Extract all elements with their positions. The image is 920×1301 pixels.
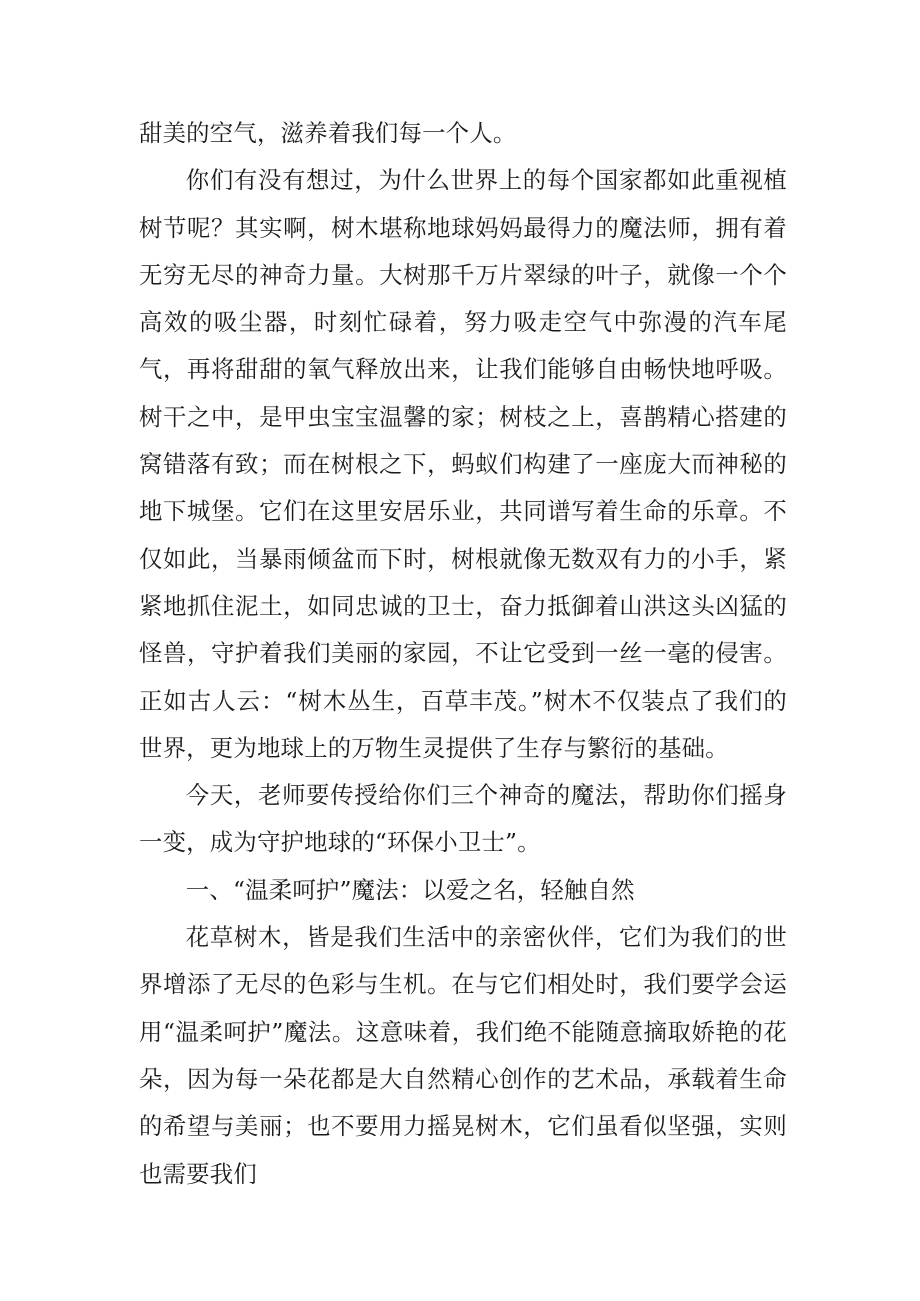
paragraph-three-spells: 今天，老师要传授给你们三个神奇的魔法，帮助你们摇身一变，成为守护地球的“环保小卫士”。 xyxy=(139,781,787,857)
section-heading-gentle-care: 一、“温柔呵护”魔法：以爱之名，轻触自然 xyxy=(185,875,635,904)
paragraph-continuation: 甜美的空气，滋养着我们每一个人。 xyxy=(139,119,517,147)
document-body xyxy=(139,110,787,1198)
paragraph-tree-magic: 你们有没有想过，为什么世界上的每个国家都如此重视植树节呢？其实啊，树木堪称地球妈妈最得力的魔法师，拥有着无穷无尽的神奇力量。大树那千万片翠绿的叶子，就像一个个高效的吸尘器，时刻忙碌着，努力吸走空气中弥漫的汽车尾气，再将甜甜的氧气释放出来，让我们能够自由畅快地呼吸。树干之中，是甲虫宝宝温馨的家；树枝之上，喜鹊精心搭建的窝错落有致；而在树根之下，蚂蚁们构建了一座庞大而神秘的地下城堡。它们在这里安居乐业，共同谱写着生命的乐章。不仅如此，当暴雨倾盆而下时，树根就像无数双有力的小手，紧紧地抓住泥土，如同忠诚的卫士，奋力抵御着山洪这头凶猛的怪兽，守护着我们美丽的家园，不让它受到一丝一毫的侵害。正如古人云：“树木丛生，百草丰茂。”树木不仅装点了我们的世界，更为地球上的万物生灵提供了生存与繁衍的基础。 xyxy=(139,166,787,762)
paragraph-gentle-care: 花草树木，皆是我们生活中的亲密伙伴，它们为我们的世界增添了无尽的色彩与生机。在与它们相处时，我们要学会运用“温柔呵护”魔法。这意味着，我们绝不能随意摘取娇艳的花朵，因为每一朵花都是大自然精心创作的艺术品，承载着生命的希望与美丽；也不要用力摇晃树木，它们虽看似坚强，实则也需要我们 xyxy=(139,923,787,1188)
